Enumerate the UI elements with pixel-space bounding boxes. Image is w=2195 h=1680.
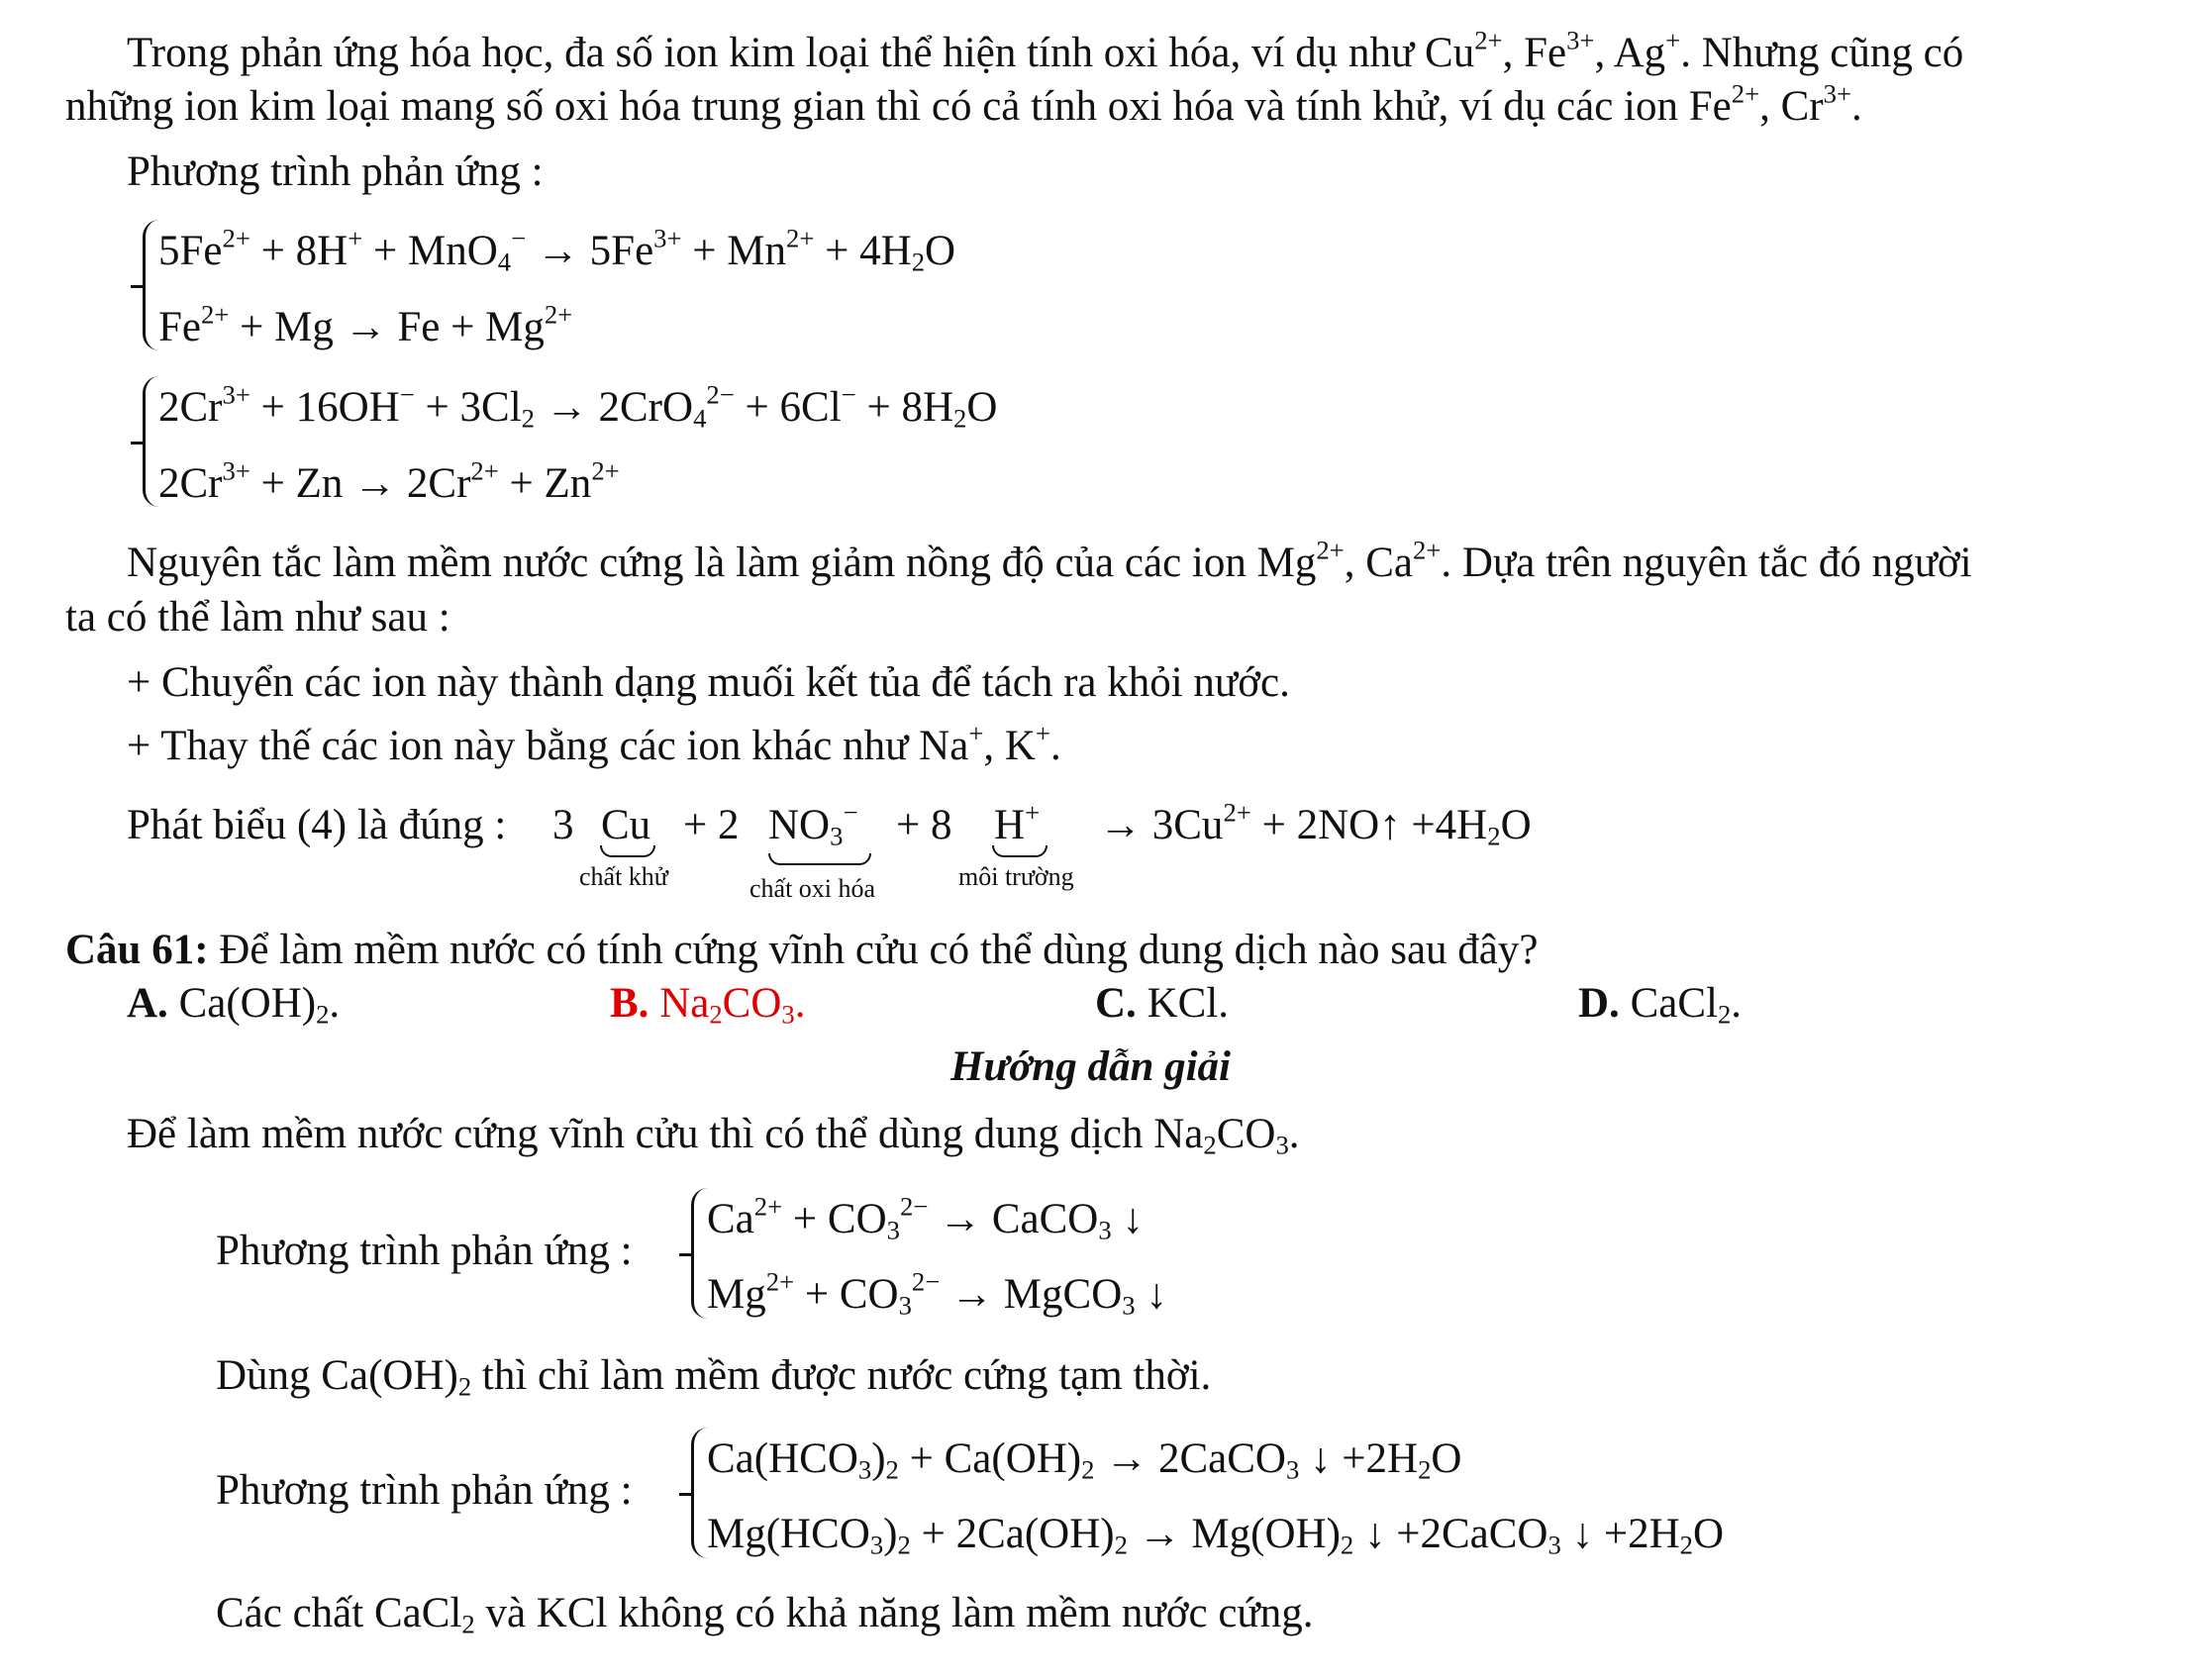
question-61: Câu 61: Để làm mềm nước có tính cứng vĩnh cửu có thể dùng dung dịch nào sau đây? [65,927,1539,973]
note-reductant: chất khử [579,862,668,891]
softening-bullet-2: + Thay thế các ion này bằng các ion khác như Na+, K+. [127,718,1061,769]
underbrace-2 [768,853,871,865]
statement4-prefix: Phát biểu (4) là đúng : [127,802,507,848]
option-c: C. KCl. [1095,980,1229,1027]
statement4-coef-2: + 2 [683,802,740,848]
final-line: Các chất CaCl$_2$ và KCl không có khả năng làm mềm nước cứng. [216,1590,1314,1639]
system2-eq1: $2Cr^{3+} + 16OH^- + 3Cl_2 \to 2CrO_4^{2-} + 6Cl^- + 8H_2O$ [158,379,998,434]
softening-line-2: ta có thể làm như sau : [65,594,450,641]
statement4-coef-1: 3 [552,802,574,848]
softening-bullet-1: + Chuyển các ion này thành dạng muối kết tủa để tách ra khỏi nước. [127,659,1290,706]
intro-line-2: những ion kim loại mang số oxi hóa trung gian thì có cả tính oxi hóa và tính khử, ví dụ các ion $Fe^{2+}$, $Cr^{3+}$. [65,78,1862,130]
statement4-products: → $3Cu^{2+}$ + 2NO↑ $+4H_2O$ [1099,797,1532,851]
statement4-no3: $NO_3^-$ [768,797,858,851]
brace-system-4 [691,1428,708,1558]
eq-label-3: Phương trình phản ứng : [216,1228,633,1274]
option-a: A. $Ca(OH)_2$. [127,980,341,1030]
note-oxidant: chất oxi hóa [749,874,876,903]
system1-eq2: $Fe^{2+} + Mg \to Fe + Mg^{2+}$ [158,299,573,350]
underbrace-3 [992,845,1048,857]
system4-eq2: $Mg(HCO_3)_2 + 2Ca(OH)_2 \to Mg(OH)_2$ ↓ +2CaCO$_3$ ↓ $+2H_2O$ [707,1511,1725,1560]
statement4-h: H+ [994,797,1041,848]
softening-line-1: Nguyên tắc làm mềm nước cứng là làm giảm nồng độ của các ion $Mg^{2+}$, $Ca^{2+}$. Dựa trên nguyên tắc đó người [127,535,1972,586]
system3-eq2: $Mg^{2+} + CO_3^{2-}$ → MgCO$_3$ ↓ [707,1266,1167,1321]
eq-label-4: Phương trình phản ứng : [216,1467,633,1514]
eq-heading-1: Phương trình phản ứng : [127,148,544,195]
option-b-correct: B. $Na_2CO_3$. [610,980,806,1030]
statement4-cu: Cu [601,802,651,848]
system1-eq1: $5Fe^{2+} + 8H^+ + MnO_4^- \to 5Fe^{3+} + Mn^{2+} + 4H_2O$ [158,223,956,277]
caoh-line: Dùng $Ca(OH)_2$ thì chỉ làm mềm được nước cứng tạm thời. [216,1352,1212,1402]
system2-eq2: $2Cr^{3+} + Zn \to 2Cr^{2+} + Zn^{2+}$ [158,455,620,507]
underbrace-1 [600,845,655,857]
system3-eq1: $Ca^{2+} + CO_3^{2-}$ → CaCO$_3$ ↓ [707,1191,1144,1245]
note-medium: môi trường [958,862,1074,891]
brace-system-2 [143,376,159,507]
brace-system-3 [691,1188,708,1319]
solution-heading: Hướng dẫn giải [950,1043,1232,1090]
intro-line-1: Trong phản ứng hóa học, đa số ion kim loại thể hiện tính oxi hóa, ví dụ như $Cu^{2+}$, $Fe^{3+}$, Ag+. Nhưng cũng có [127,25,1964,76]
solution-line-1: Để làm mềm nước cứng vĩnh cửu thì có thể dùng dung dịch $Na_2CO_3$. [127,1111,1300,1160]
system4-eq1: $Ca(HCO_3)_2 + Ca(OH)_2$ → 2CaCO$_3$ ↓ $+2H_2O$ [707,1435,1462,1485]
brace-system-1 [143,220,159,350]
option-d: D. CaCl$_2$. [1578,980,1743,1030]
statement4-coef-3: + 8 [896,802,952,848]
